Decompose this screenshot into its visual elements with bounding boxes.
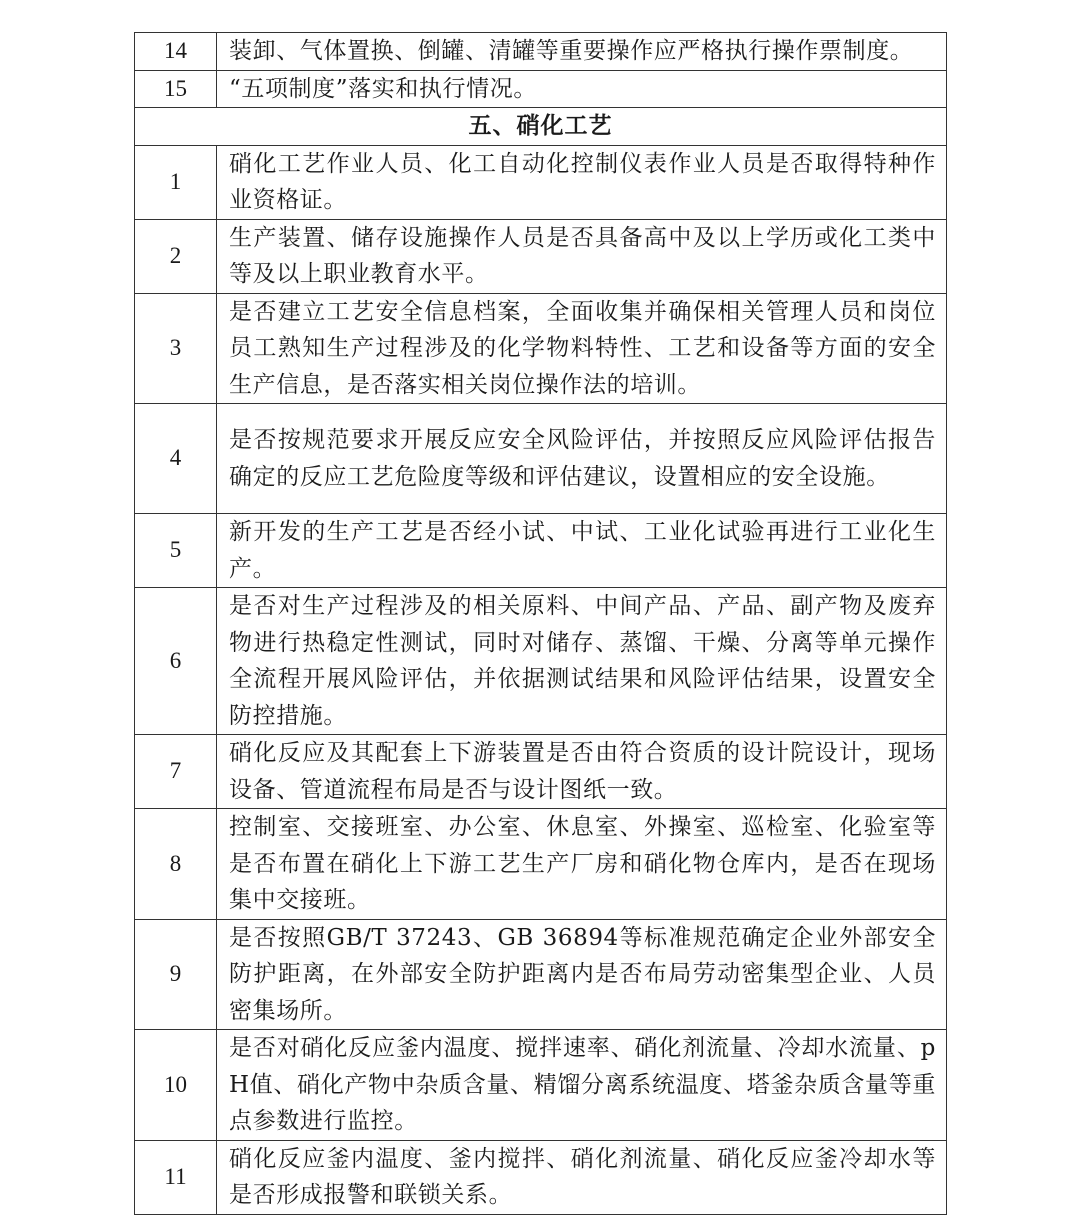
- table-row: [135, 514, 947, 588]
- row-text: “五项制度”落实和执行情况。: [217, 70, 947, 108]
- row-number: 5: [135, 514, 217, 588]
- table-row: [135, 919, 947, 1030]
- row-number: 8: [135, 809, 217, 920]
- table-row: [135, 1030, 947, 1141]
- row-text: 控制室、交接班室、办公室、休息室、外操室、巡检室、化验室等是否布置在硝化上下游工艺生产厂房和硝化物仓库内，是否在现场集中交接班。: [217, 809, 947, 920]
- row-text: 生产装置、储存设施操作人员是否具备高中及以上学历或化工类中等及以上职业教育水平。: [217, 219, 947, 293]
- table-row: [135, 145, 947, 219]
- table-row: [135, 70, 947, 108]
- row-number: 2: [135, 219, 217, 293]
- row-number: 1: [135, 145, 217, 219]
- row-number: 14: [135, 33, 217, 71]
- row-number: 7: [135, 735, 217, 809]
- row-text: 是否建立工艺安全信息档案，全面收集并确保相关管理人员和岗位员工熟知生产过程涉及的化学物料特性、工艺和设备等方面的安全生产信息，是否落实相关岗位操作法的培训。: [217, 293, 947, 404]
- table-row: [135, 219, 947, 293]
- checklist-sheet: [134, 32, 946, 1215]
- row-number: 11: [135, 1140, 217, 1214]
- row-number: 4: [135, 404, 217, 514]
- row-text: 硝化反应釜内温度、釜内搅拌、硝化剂流量、硝化反应釜冷却水等是否形成报警和联锁关系。: [217, 1140, 947, 1214]
- table-row: [135, 404, 947, 514]
- row-text: 硝化反应及其配套上下游装置是否由符合资质的设计院设计，现场设备、管道流程布局是否与设计图纸一致。: [217, 735, 947, 809]
- table-row: [135, 809, 947, 920]
- section-title: 五、硝化工艺: [135, 108, 947, 146]
- row-text: 是否对生产过程涉及的相关原料、中间产品、产品、副产物及废弃物进行热稳定性测试，同时对储存、蒸馏、干燥、分离等单元操作全流程开展风险评估，并依据测试结果和风险评估结果，设置安全防控措施。: [217, 588, 947, 735]
- inspection-table: [134, 32, 947, 1215]
- row-number: 10: [135, 1030, 217, 1141]
- table-row: [135, 293, 947, 404]
- row-text: 硝化工艺作业人员、化工自动化控制仪表作业人员是否取得特种作业资格证。: [217, 145, 947, 219]
- table-row: [135, 33, 947, 71]
- row-number: 9: [135, 919, 217, 1030]
- section-header-row: [135, 108, 947, 146]
- row-text: 装卸、气体置换、倒罐、清罐等重要操作应严格执行操作票制度。: [217, 33, 947, 71]
- row-number: 3: [135, 293, 217, 404]
- row-number: 15: [135, 70, 217, 108]
- row-text: 是否对硝化反应釜内温度、搅拌速率、硝化剂流量、冷却水流量、pH值、硝化产物中杂质含量、精馏分离系统温度、塔釜杂质含量等重点参数进行监控。: [217, 1030, 947, 1141]
- row-text: 新开发的生产工艺是否经小试、中试、工业化试验再进行工业化生产。: [217, 514, 947, 588]
- row-text: 是否按规范要求开展反应安全风险评估，并按照反应风险评估报告确定的反应工艺危险度等级和评估建议，设置相应的安全设施。: [217, 404, 947, 514]
- table-row: [135, 735, 947, 809]
- table-row: [135, 1140, 947, 1214]
- row-text: 是否按照GB/T 37243、GB 36894等标准规范确定企业外部安全防护距离，在外部安全防护距离内是否布局劳动密集型企业、人员密集场所。: [217, 919, 947, 1030]
- row-number: 6: [135, 588, 217, 735]
- table-row: [135, 588, 947, 735]
